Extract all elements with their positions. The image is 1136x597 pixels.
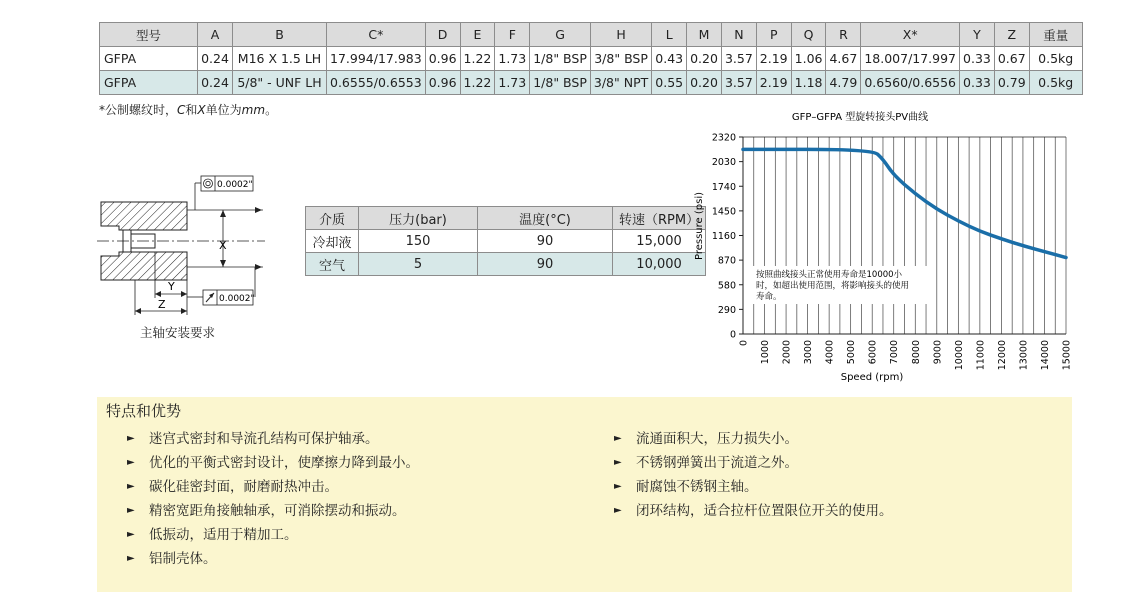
spec-cell: 0.6555/0.6553 — [327, 71, 426, 95]
feature-item — [614, 499, 893, 523]
feature-item — [127, 547, 419, 571]
y-tick-label: 1160 — [711, 231, 736, 242]
x-tick-label: 6000 — [867, 340, 879, 365]
spec-cell: 1.73 — [495, 47, 530, 71]
spec-cell: 0.96 — [425, 71, 460, 95]
housing-upper — [101, 202, 187, 230]
feature-text: 闭环结构，适合拉杆位置限位开关的使用。 — [636, 503, 893, 519]
medium-header-cell: 压力(bar) — [359, 207, 478, 230]
x-axis-label: Speed (rpm) — [840, 372, 904, 383]
spec-header-cell: D — [425, 23, 460, 47]
feature-item — [127, 523, 419, 547]
spec-header-cell: P — [756, 23, 791, 47]
spec-table — [99, 22, 1083, 95]
feature-text: 优化的平衡式密封设计，使摩擦力降到最小。 — [149, 455, 419, 471]
features-list-left — [127, 427, 419, 571]
x-tick-label: 15000 — [1061, 340, 1073, 371]
spec-cell: 0.24 — [198, 71, 233, 95]
label-z: Z — [158, 298, 166, 311]
spec-row — [100, 47, 1083, 71]
spec-cell: 17.994/17.983 — [327, 47, 426, 71]
bullet-icon: ► — [127, 553, 135, 564]
spec-cell: 1.73 — [495, 71, 530, 95]
spec-cell: 5/8" - UNF LH — [233, 71, 327, 95]
feature-item — [127, 499, 419, 523]
x-tick-label: 4000 — [824, 340, 836, 365]
note-c: C — [177, 103, 186, 117]
feature-text: 低振动，适用于精加工。 — [149, 527, 298, 543]
x-tick-label: 7000 — [889, 340, 901, 365]
x-tick-label: 14000 — [1039, 340, 1051, 371]
x-tick-label: 5000 — [846, 340, 858, 365]
x-tick-label: 0 — [738, 340, 750, 347]
spec-cell: 0.79 — [994, 71, 1029, 95]
bullet-icon: ► — [614, 505, 622, 516]
feature-text: 精密宽距角接触轴承，可消除摆动和振动。 — [149, 503, 406, 519]
feature-text: 碳化硅密封面，耐磨耐热冲击。 — [149, 479, 338, 495]
spec-cell: 0.67 — [994, 47, 1029, 71]
spec-row — [100, 71, 1083, 95]
spec-cell: 0.5kg — [1029, 71, 1082, 95]
spec-cell: 3/8" NPT — [590, 71, 651, 95]
spec-header-cell: C* — [327, 23, 426, 47]
spec-cell: GFPA — [100, 47, 198, 71]
spec-cell: 0.5kg — [1029, 47, 1082, 71]
bullet-icon: ► — [127, 481, 135, 492]
y-tick-label: 0 — [729, 329, 736, 341]
spec-cell: 4.67 — [826, 47, 861, 71]
spindle-drawing — [95, 170, 295, 320]
spec-cell: 1.06 — [791, 47, 826, 71]
annotation-line: 按照曲线接头正常使用寿命是10000小 — [756, 270, 903, 280]
spec-cell: 0.55 — [652, 71, 687, 95]
spec-header-cell: M — [687, 23, 722, 47]
features-panel — [97, 397, 1072, 592]
chart-annotation — [752, 266, 934, 304]
y-tick-label: 2320 — [711, 132, 736, 144]
spec-cell: 0.96 — [425, 47, 460, 71]
medium-row — [306, 230, 706, 253]
medium-cell: 空气 — [306, 253, 359, 276]
spec-header-cell: Y — [960, 23, 995, 47]
features-title: 特点和优势 — [106, 402, 182, 420]
spec-header-cell: Q — [791, 23, 826, 47]
annotation-line: 时，如超出使用范围，将影响接头的使用 — [756, 281, 910, 291]
spec-cell: 2.19 — [756, 47, 791, 71]
x-tick-label: 2000 — [781, 340, 793, 365]
housing-lower — [101, 252, 187, 280]
bullet-icon: ► — [614, 433, 622, 444]
spec-cell: 1.22 — [460, 71, 495, 95]
chart-grid — [743, 137, 1066, 334]
note-end: 。 — [265, 103, 278, 117]
spec-header-cell: R — [826, 23, 861, 47]
bullet-icon: ► — [127, 457, 135, 468]
spec-header-row — [100, 23, 1083, 47]
feature-text: 迷宫式密封和导流孔结构可保护轴承。 — [149, 431, 379, 447]
feature-text: 铝制壳体。 — [149, 551, 217, 567]
x-tick-label: 3000 — [803, 340, 815, 365]
spec-header-cell: N — [721, 23, 756, 47]
note-prefix: *公制螺纹时， — [99, 103, 178, 117]
medium-cell: 15,000 — [613, 230, 706, 253]
spindle-caption: 主轴安装要求 — [140, 325, 216, 340]
y-tick-label: 580 — [717, 280, 736, 292]
x-tick-label: 11000 — [975, 340, 987, 371]
medium-header-cell: 转速（RPM） — [613, 207, 706, 230]
note-unit-prefix: 单位为 — [205, 103, 242, 117]
bullet-icon: ► — [614, 457, 622, 468]
spec-cell: 0.33 — [960, 71, 995, 95]
spec-header-cell: F — [495, 23, 530, 47]
tol-top: 0.0002" — [217, 180, 253, 190]
medium-cell: 10,000 — [613, 253, 706, 276]
features-list-right — [614, 427, 893, 523]
note-unit: mm — [241, 103, 266, 117]
spec-cell: 0.20 — [687, 47, 722, 71]
y-tick-label: 1450 — [711, 206, 736, 218]
spec-cell: 0.20 — [687, 71, 722, 95]
spec-cell: 1.22 — [460, 47, 495, 71]
spec-cell: 0.24 — [198, 47, 233, 71]
chart-title: GFP–GFPA 型旋转接头PV曲线 — [791, 112, 929, 123]
feature-item — [614, 427, 893, 451]
medium-header-row — [306, 207, 706, 230]
spec-header-cell: H — [590, 23, 651, 47]
medium-cell: 5 — [359, 253, 478, 276]
feature-item — [127, 427, 419, 451]
spec-header-cell: 重量 — [1029, 23, 1082, 47]
medium-cell: 150 — [359, 230, 478, 253]
feature-text: 耐腐蚀不锈钢主轴。 — [636, 479, 758, 495]
feature-item — [614, 451, 893, 475]
y-tick-label: 2030 — [711, 157, 736, 169]
x-tick-label: 12000 — [996, 340, 1008, 371]
bullet-icon: ► — [614, 481, 622, 492]
spec-cell: 1.18 — [791, 71, 826, 95]
feature-text: 不锈钢弹簧出于流道之外。 — [636, 455, 798, 471]
x-tick-label: 13000 — [1018, 340, 1030, 371]
spec-cell: 2.19 — [756, 71, 791, 95]
x-tick-label: 1000 — [760, 340, 772, 365]
feature-item — [127, 475, 419, 499]
y-tick-label: 290 — [717, 304, 736, 316]
x-tick-label: 10000 — [953, 340, 965, 371]
feature-text: 流通面积大，压力损失小。 — [636, 431, 798, 447]
spec-header-cell: B — [233, 23, 327, 47]
label-y: Y — [168, 280, 175, 293]
medium-header-cell: 介质 — [306, 207, 359, 230]
spec-header-cell: G — [530, 23, 591, 47]
y-tick-label: 870 — [717, 255, 736, 267]
medium-header-cell: 温度(°C) — [478, 207, 613, 230]
spec-header-cell: L — [652, 23, 687, 47]
bullet-icon: ► — [127, 433, 135, 444]
spec-cell: 3.57 — [721, 71, 756, 95]
spec-cell: 4.79 — [826, 71, 861, 95]
annotation-line: 寿命。 — [756, 292, 782, 302]
spec-header-cell: X* — [861, 23, 960, 47]
spec-header-cell: A — [198, 23, 233, 47]
medium-cell: 90 — [478, 253, 613, 276]
spec-cell: 0.6560/0.6556 — [861, 71, 960, 95]
spec-header-cell: E — [460, 23, 495, 47]
y-tick-label: 1740 — [711, 181, 736, 193]
spec-cell: 1/8" BSP — [530, 71, 591, 95]
spec-cell: GFPA — [100, 71, 198, 95]
spec-cell: 3/8" BSP — [590, 47, 651, 71]
medium-table — [305, 206, 706, 276]
spec-header-cell: 型号 — [100, 23, 198, 47]
pv-chart — [680, 106, 1100, 386]
spec-cell: 0.33 — [960, 47, 995, 71]
feature-item — [614, 475, 893, 499]
bullet-icon: ► — [127, 505, 135, 516]
spec-cell: 0.43 — [652, 47, 687, 71]
medium-cell: 冷却液 — [306, 230, 359, 253]
spec-header-cell: Z — [994, 23, 1029, 47]
spec-cell: M16 X 1.5 LH — [233, 47, 327, 71]
note-mid: 和 — [185, 103, 198, 117]
medium-row — [306, 253, 706, 276]
chart-ticks — [712, 133, 1073, 371]
x-tick-label: 9000 — [932, 340, 944, 365]
note-x: X — [197, 103, 206, 117]
label-x: X — [219, 239, 227, 252]
medium-cell: 90 — [478, 230, 613, 253]
x-tick-label: 8000 — [910, 340, 922, 365]
bullet-icon: ► — [127, 529, 135, 540]
tol-bottom: 0.0002" — [219, 294, 255, 304]
feature-item — [127, 451, 419, 475]
spec-cell: 3.57 — [721, 47, 756, 71]
spec-cell: 18.007/17.997 — [861, 47, 960, 71]
spec-footnote — [99, 101, 277, 118]
spec-cell: 1/8" BSP — [530, 47, 591, 71]
y-axis-label: Pressure (psi) — [694, 191, 705, 261]
